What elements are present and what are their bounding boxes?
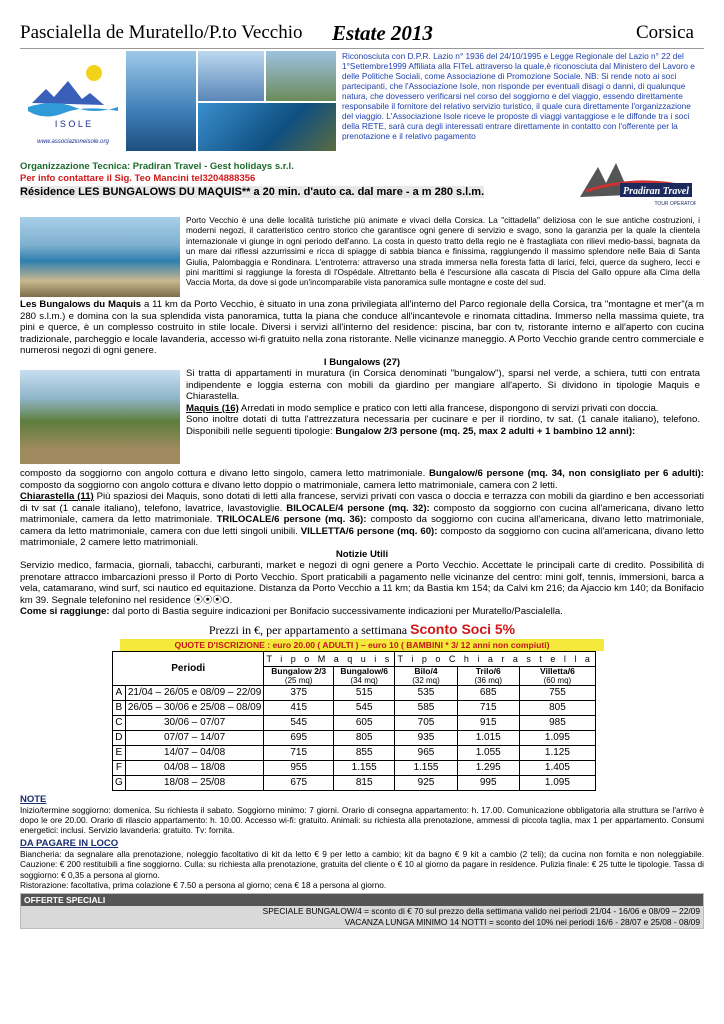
- bay-photo: [20, 217, 180, 297]
- col-name: Villetta/6: [540, 665, 575, 676]
- price-cell: 685: [457, 685, 519, 700]
- table-row: [113, 700, 596, 715]
- bilo-text: composto da soggiorno con cucina all'americana, divano letto matrimoniale, camera da letto matrimoniale.: [20, 502, 705, 525]
- tech-organizer: Organizzazione Tecnica: Pradiran Travel - Gest holidays s.r.l.: [20, 161, 294, 172]
- villetta-title: VILLETTA/6 persone (mq. 60):: [300, 525, 438, 537]
- ibungalows-text: Si tratta di appartamenti in muratura (in Corsica denominati "bungalow"), sparsi nel verde, a schiera, tutti con entrata indipendente e loggia esterna con mobili da giardino per mangiare all'aperto. Si dividono in tipologie Maquis e Chiarastella.: [186, 368, 700, 402]
- price-cell: 985: [519, 715, 595, 730]
- page: [20, 20, 704, 929]
- residence-title: Résidence LES BUNGALOWS DU MAQUIS** a 20 min. d'auto ca. dal mare - a m 280 s.l.m.: [20, 186, 485, 198]
- price-cell: 955: [264, 760, 334, 775]
- row-id: A: [113, 685, 126, 700]
- row-id: C: [113, 715, 126, 730]
- price-cell: 715: [264, 745, 334, 760]
- row-id: F: [113, 760, 126, 775]
- sconto-soci: Sconto Soci 5%: [410, 620, 516, 637]
- trilo-title: TRILOCALE/6 persone (mq. 36):: [216, 514, 367, 525]
- table-row: [113, 685, 596, 700]
- col-size: (60 mq): [543, 675, 572, 685]
- coast-photo: [198, 51, 264, 101]
- header-place: Pascialella de Muratello/P.to Vecchio: [20, 22, 303, 43]
- description: [20, 215, 704, 618]
- bungalow23-title: Bungalow 2/3 persone (mq. 25, max 2 adulti + 1 bambino 12 anni):: [335, 425, 636, 437]
- offerta-vacanza-lunga: VACANZA LUNGA MINIMO 14 NOTTI = sconto del 10% nei periodi 16/6 - 28/07 e 25/08 - 08/09: [344, 916, 700, 927]
- col-name: Bilo/4: [414, 665, 438, 676]
- price-cell: 815: [334, 775, 395, 790]
- tipo-maquis-header: T i p o M a q u i s: [264, 651, 395, 666]
- price-cell: 965: [395, 745, 457, 760]
- price-cell: 675: [264, 775, 334, 790]
- col-size: (25 mq): [284, 675, 313, 685]
- offerte-speciali: [20, 893, 704, 929]
- col-size: (34 mq): [350, 675, 378, 685]
- offerte-title: OFFERTE SPECIALI: [21, 894, 703, 906]
- note-text: Inizio/termine soggiorno: domenica. Su richiesta il sabato. Soggiorno minimo: 7 giorni. Orario di consegna appartamento: h. 17.00. Comunicazione obbligatoria alla struttura se l'arrivo è dopo le ore 20.00. Orario di rilascio appartamento: h. 10.00. Accesso wi-fi: gratuito. Animali: su richiesta alla prenotazione, ammessi di piccola taglia, max 1 per appartamento. Consumi energetici: inclusi. Servizio lavanderia: gratuito. Tv: fornita.: [20, 804, 704, 835]
- bungalow23-text: composto da soggiorno con angolo cottura e divano letto singolo, camera letto matrimoniale.: [20, 468, 426, 479]
- price-cell: 1.095: [519, 730, 595, 745]
- price-cell: 1.155: [395, 760, 457, 775]
- maquis-lead: Maquis (16): [186, 402, 239, 414]
- periodi-header: Periodi: [113, 651, 264, 685]
- row-id: E: [113, 745, 126, 760]
- table-row: [113, 760, 596, 775]
- come-text: dal porto di Bastia seguire indicazioni per Bonifacio successivamente indicazioni per Muratello/Pascialella.: [109, 606, 563, 617]
- note-title: NOTE: [20, 793, 47, 805]
- col-header: [264, 666, 334, 685]
- price-cell: 1.155: [334, 760, 395, 775]
- offerta-bungalow: SPECIALE BUNGALOW/4 = sconto di € 70 sul prezzo della settimana valido nei periodi 21/04 - 16/06 e 08/09 – 22/09: [262, 905, 700, 916]
- top-row: [20, 49, 704, 157]
- bilo-title: BILOCALE/4 persone (mq. 32):: [286, 502, 430, 514]
- price-cell: 805: [334, 730, 395, 745]
- pagare-title: DA PAGARE IN LOCO: [20, 838, 119, 850]
- price-cell: 605: [334, 715, 395, 730]
- header: [20, 20, 704, 49]
- price-cell: 935: [395, 730, 457, 745]
- price-cell: 545: [334, 700, 395, 715]
- col-name: Trilo/6: [475, 665, 501, 676]
- col-header: [519, 666, 595, 685]
- price-cell: 915: [457, 715, 519, 730]
- isole-logo: [24, 55, 122, 147]
- price-cell: 855: [334, 745, 395, 760]
- price-cell: 755: [519, 685, 595, 700]
- table-row: [113, 775, 596, 790]
- col-name: Bungalow/6: [340, 665, 389, 676]
- price-table: [112, 651, 596, 791]
- table-row: [113, 730, 596, 745]
- pagare-text: Biancheria: da segnalare alla prenotazione, noleggio facoltativo di kit da letto € 9 per letto a cambio; kit da bagno € 9 kit a cambio (2 teli); da cucina non fornita e non noleggiabile. Cauzione: € 200 restituibili a fine soggiorno. Culla: su richiesta alla prenotazione, gratuita del cliente o € 10 al giorno da pagare in residence. Pulizia finale: € 25 tutte le tipologie. Tassa di soggiorno: € 0,35 a persona al giorno.: [20, 849, 704, 880]
- bungalows-text: a 11 km da Porto Vecchio, è situato in una zona privilegiata all'interno del Parco regionale della Corsica, tra "montagne et mer"(a m 280 s.l.m.) e domina con la sua splendida vista panoramica, tutta la piana che conduce all'incantevole e rinomata cittadina. Immerso nella massima quiete, tra pini e querce, è un complesso costruito in stile locale. Diversi i servizi all'interno del residence: piscina, bar con tv, ristorante interno e all'aperto con cucina tradizionale, parcheggio e locale lavanderia, accesso wi-fi gratuito nella zona ristorante. Nelle vicinanze maneggio. A Porto Vecchio grande centro commerciale e numerosi negozi di ogni genere.: [20, 299, 704, 356]
- col-size: (32 mq): [412, 675, 440, 685]
- logo-text: I S O L E: [54, 119, 92, 129]
- price-cell: 1.295: [457, 760, 519, 775]
- row-period: 04/08 – 18/08: [125, 760, 264, 775]
- quote-iscrizione: QUOTE D'ISCRIZIONE : euro 20.00 ( ADULTI ) – euro 10 ( BAMBINI * 3/ 12 anni non compiuti): [120, 639, 604, 651]
- col-header: [395, 666, 457, 685]
- logo-url: www.associazioneisole.org: [37, 139, 109, 145]
- villetta-text: composto da soggiorno con cucina all'americana, divano letto matrimoniale, 2 camere letto matrimoniali.: [20, 525, 704, 548]
- ibungalows-title: I Bungalows (27): [323, 356, 401, 368]
- row-period: 30/06 – 07/07: [125, 715, 264, 730]
- price-cell: 1.055: [457, 745, 519, 760]
- price-cell: 375: [264, 685, 334, 700]
- come-title: Come si raggiunge:: [20, 606, 110, 617]
- price-cell: 715: [457, 700, 519, 715]
- row-period: 14/07 – 04/08: [125, 745, 264, 760]
- col-header: [457, 666, 519, 685]
- row-period: 26/05 – 30/06 e 25/08 – 08/09: [125, 700, 264, 715]
- table-row: [113, 715, 596, 730]
- trilo-text: composto da soggiorno con cucina all'americana, divano letto matrimoniale, camera da letto matrimoniale, camera con due letti singoli unibili.: [20, 514, 704, 537]
- price-cell: 695: [264, 730, 334, 745]
- col-name: Bungalow 2/3: [271, 665, 327, 676]
- brand-name: Pradiran Travel: [622, 186, 690, 197]
- row-id: G: [113, 775, 126, 790]
- association-text: Riconosciuta con D.P.R. Lazio n° 1936 del 24/10/1995 e Legge Regionale del Lazio n° 22 del 1°Settembre1999 Affiliata alla FITeL attraverso la quale,è riconosciuta dal Ministero del Lavoro e delle Politiche Sociali, come Associazione di Promozione Sociale. NB: Si rende noto ai soci partecipanti, che l'Associazione Isole, non risponde per eventuali disagi o danni, di qualunque natura, che dovessero verificarsi nel corso del soggiorno e del viaggio, essendo direttamente responsabile il fornitore del relativo servizio turistico, il quale cura direttamente l'organizzazione del viaggio. L'Associazione Isole riceve le proposte di viaggi vantaggiose e le diffonde tra i soci della RETE, sarà cura degli interessati entrare direttamente in contatto con l'offerente per la prenotazione e il relativo pagamento: [342, 51, 695, 141]
- price-line: Prezzi in €, per appartamento a settimana: [208, 622, 408, 637]
- beach-photo: [198, 103, 336, 151]
- price-cell: 1.095: [519, 775, 595, 790]
- price-cell: 1.015: [457, 730, 519, 745]
- price-cell: 805: [519, 700, 595, 715]
- col-size: (36 mq): [474, 675, 502, 685]
- chiarastella-lead: Chiarastella (11): [20, 491, 94, 502]
- maquis-text: Arredati in modo semplice e pratico con letti alla francese, dispongono di servizi privati con doccia.: [238, 402, 659, 414]
- intro-text: Porto Vecchio è una delle località turistiche più animate e vivaci della Corsica. La "cittadella" deliziosa con le sue antiche costruzioni, i moderni negozi, il caratteristico centro storico che garantisce ogni genere di servizio e svago, sono la garanzia per la quale la clientela internazionale vi giunge in ogni periodo dell'anno. La costa in questo tratto della regio ne è frastagliata con rilievi medio-bassi, bagnata da un mare dai riflessi azzurrissimi e ricca di spiagge di sabbia bianca e finissima, raggiungendo il massimo splendore nelle Baia di Santa Giulia, Palombaggia e Rondinara. L'entroterra: attraverso una strada immersa nella foresta fatta di larici, felci, querce da sughero, lecci e pini marittimi si raggiunge la foresta di l'Ospédale. Altrettanto bella è l'escursione alla cascata di Piscia del Gallo oppure alla Cima della Vaccia Morta, da dove si gode un'incomparabile vista panoramica sulle montagne e coste del sud.: [186, 215, 700, 288]
- row-period: 21/04 – 26/05 e 08/09 – 22/09: [125, 685, 264, 700]
- photo-collage: [126, 51, 336, 151]
- header-region: Corsica: [635, 22, 694, 43]
- organization: [20, 161, 704, 215]
- chiarastella-text: Più spaziosi dei Maquis, sono dotati di letti alla francese, servizi privati con vasca o doccia e terrazza con mobili da giardino e ben accessoriati di tv sat (1 canale italiano), telefono, lavatrice, lavastoviglie.: [20, 491, 704, 514]
- header-year: Estate 2013: [332, 21, 433, 45]
- tipo-chiarastella-header: T i p o C h i a r a s t e l l a: [395, 651, 596, 666]
- brand-sub: TOUR OPERATOR: [654, 201, 696, 207]
- price-cell: 585: [395, 700, 457, 715]
- price-cell: 705: [395, 715, 457, 730]
- col-header: [334, 666, 395, 685]
- sono-text: Sono inoltre dotati di tutta l'attrezzatura necessaria per cucinare e per il riordino, tv sat. (1 canale italiano), telefono. Disponibili nelle seguenti tipologie:: [186, 414, 700, 437]
- bungalow-photo: [20, 370, 180, 464]
- notizie-title: Notizie Utili: [335, 548, 389, 560]
- notizie-text: Servizio medico, farmacia, giornali, tabacchi, carburanti, market e negozi di ogni genere a Porto Vecchio. Accettate le principali carte di credito. Possibilità di prenotare attracco imbarcazioni presso il Porto di Porto Vecchio. Sport praticabili a pagamento nelle vicinanze del centro: mini golf, tennis, immersioni, barca a vela, catamarano, wind surf, sci nautico ed equitazione. Distanza da Porto Vecchio a 11 km; da Bastia km 154; da Calvi km 216; da Ajaccio km 140; da Bonifacio km 39. Segnale telefonino nel residence ⦿⦿⦿O.: [20, 560, 704, 606]
- bungalow6-title: Bungalow/6 persone (mq. 34, non consigliato per 6 adulti):: [428, 468, 704, 479]
- price-cell: 1.125: [519, 745, 595, 760]
- pradiran-logo: [576, 157, 696, 211]
- price-cell: 545: [264, 715, 334, 730]
- price-cell: 535: [395, 685, 457, 700]
- price-cell: 415: [264, 700, 334, 715]
- row-id: D: [113, 730, 126, 745]
- row-period: 18/08 – 25/08: [125, 775, 264, 790]
- price-cell: 925: [395, 775, 457, 790]
- bungalows-lead: Les Bungalows du Maquis: [20, 299, 142, 310]
- price-cell: 1.405: [519, 760, 595, 775]
- ristorazione-text: Ristorazione: facoltativa, prima colazione € 7.50 a persona al giorno; cena € 18 a persona al giorno.: [20, 879, 387, 890]
- tower-photo: [266, 51, 336, 101]
- price-cell: 515: [334, 685, 395, 700]
- price-cell: 995: [457, 775, 519, 790]
- sailboat-photo: [126, 51, 196, 151]
- row-id: B: [113, 700, 126, 715]
- contact-info: Per info contattare il Sig. Teo Mancini tel3204888356: [20, 173, 256, 184]
- table-row: [113, 745, 596, 760]
- row-period: 07/07 – 14/07: [125, 730, 264, 745]
- bungalow6-text: composto da soggiorno con angolo cottura e divano letto doppio o matrimoniale, camera letto matrimoniale, camera con 2 letti.: [20, 479, 558, 491]
